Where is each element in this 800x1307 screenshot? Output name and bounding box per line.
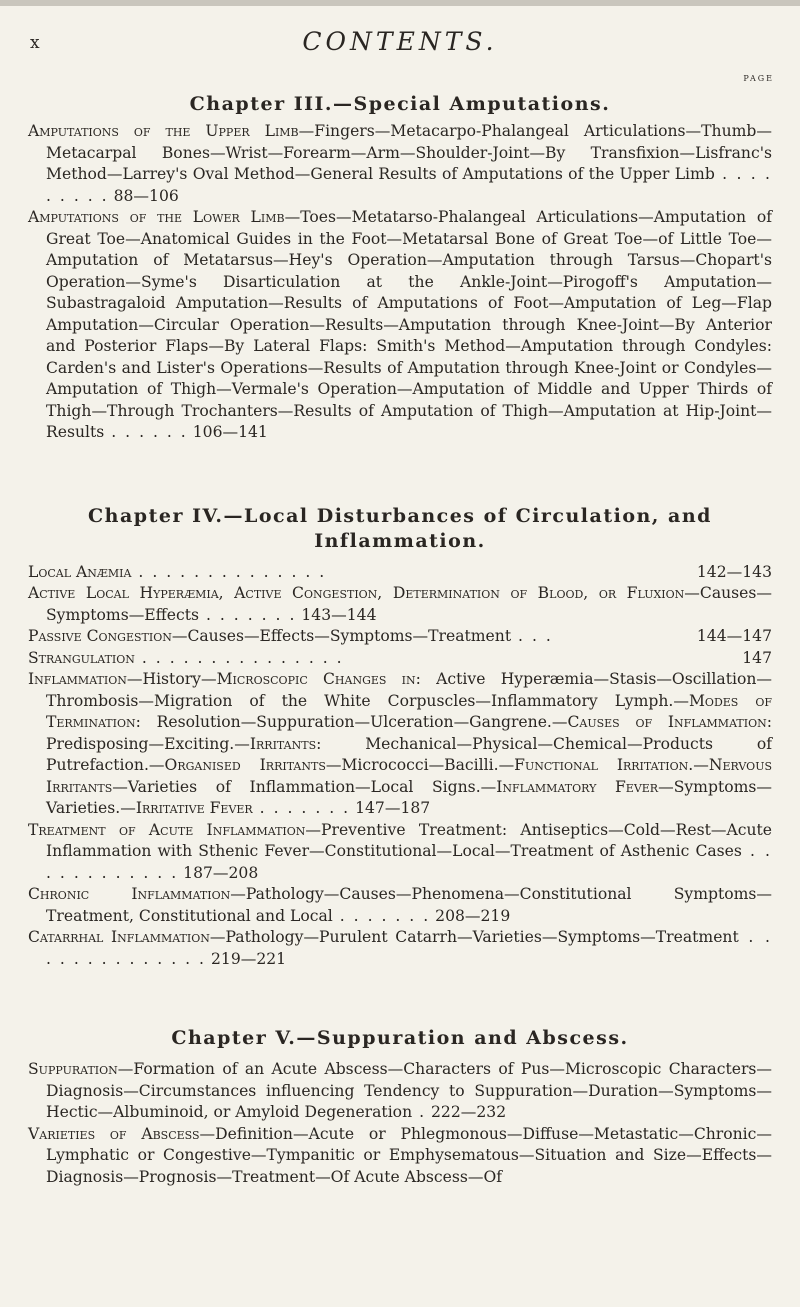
entry-text: —Pathology—Purulent Catarrh—Varieties—Symptoms—Treatment [209,928,739,946]
entry-pages: 222—232 [431,1103,507,1121]
toc-entry-passive-congestion [28,626,772,648]
entry-heading: Passive Congestion [28,627,172,645]
entry-text: —Pathology—Causes—Phenomena—Constitutional Symptoms—Treatment, Constitutional and Local [46,885,772,925]
entry-heading: Varieties of Abscess [28,1124,200,1143]
leader-dots: . . . . . . . . . . . . [46,842,772,882]
entry-pages: 143—144 [301,605,377,624]
entry-text: —Toes—Metatarso-Phalangeal Articulations—Amputation of Great Toe—Anatomical Guides in the Foot—Metatarsal Bone of Great Toe—of Little Toe—Amputation of Metatarsus—Hey's Operation—Amputation through Tarsus—Chopart's Operation—Syme's Disarticulation at the Ankle-Joint—Pirogoff's Amputation—Subastragaloid Amputation—Results of Amputations of Foot—Amputation of Leg—Flap Amputation—Circular Operation—Results—Amputation through Knee-Joint—By Anterior and Posterior Flaps—By Lateral Flaps: Smith's Method—Amputation through Condyles: Carden's and Lister's Operations—Results of Amputation through Knee-Joint or Condyles—Amputation of Thigh—Vermale's Operation—Amputation of Middle and Upper Thirds of Thigh—Through Trochanters—Results of Amputation of Thigh—Amputation at Hip-Joint—Results [46,208,772,441]
entry-text: —History— [126,670,217,688]
entry-text: —Varieties of Inflammation—Local Signs.— [112,777,497,796]
entry-subheading: Irritants [249,734,317,753]
running-title: CONTENTS. [302,27,498,56]
entry-text: : Resolution—Suppuration—Ulceration—Gangrene.— [135,713,568,731]
entry-text: .— [688,756,709,774]
entry-heading: Amputations of the Upper Limb [28,122,299,140]
chapter-4-title-line2: Inflammation. [314,529,486,552]
leader-dots: . . . . . . . . . . . . . . . [134,648,344,667]
entry-text: : Mechanical—Physical—Chemical—Products of Putrefaction.— [46,734,772,774]
entry-text: —Symptoms—Varieties.— [46,777,772,817]
leader-dots: . . . . . . . . . . . . . . [131,562,327,581]
entry-text: —Formation of an Acute Abscess—Characters of Pus—Microscopic Characters—Diagnosis—Circumstances influencing Tendency to Suppuration—Duration—Symptoms—Hectic—Albuminoid, or Amyloid Degeneration [46,1060,772,1121]
leader-dots: . . . . . . . [332,906,431,925]
page-top-rule [0,0,800,6]
entry-pages: 142—143 [696,562,772,581]
leader-dots: . . . . . . . [199,605,297,624]
leader-dots: . [412,1103,427,1121]
entry-text: —Causes—Effects—Symptoms—Treatment [171,627,512,645]
chapter-5-title: Chapter V.—Suppuration and Abscess. [171,1027,629,1049]
chapter-3-title: Chapter III.—Special Amputations. [189,93,611,115]
entry-text: : Active Hyperæmia—Stasis—Oscillation—Thrombosis—Migration of the White Corpuscles—Inflammatory Lymph.— [46,670,772,710]
chapter-4-title [28,504,772,554]
entry-subheading: Causes of Inflammation [567,713,767,731]
entry-text: —Micrococci—Bacilli.— [325,756,515,774]
toc-entry-chronic-inflammation [28,884,772,927]
entry-subheading: Functional Irritation [514,756,689,774]
toc-entry-upper-limb [28,121,772,207]
page-number: x [30,33,41,53]
entry-text: —Causes—Symptoms—Effects [46,584,772,624]
toc-entry-local-anaemia [28,562,772,584]
contents-body [28,88,772,1188]
entry-heading: Treatment of Acute Inflammation [28,820,306,839]
toc-entry-active-hyperaemia [28,583,772,626]
entry-pages: 219—221 [210,949,287,968]
chapter-4-title-line1: Chapter IV.—Local Disturbances of Circulation, and [88,504,712,527]
entry-subheading: Nervous Irritants [46,756,772,796]
entry-heading: Strangulation [28,648,135,667]
toc-entry-strangulation [28,648,772,670]
entry-subheading: Modes of Termination [46,691,772,731]
entry-pages: 187—208 [183,863,259,882]
leader-dots: . . . . . . . [252,799,351,817]
entry-subheading: Organised Irritants [164,756,326,774]
entry-text: —Definition—Acute or Phlegmonous—Diffuse—Metastatic—Chronic—Lymphatic or Congestive—Tympanitic or Emphysematous—Situation and Size—Effects—Diagnosis—Prognosis—Treatment—Of Acute Abscess—Of [46,1124,772,1186]
entry-heading: Local Anæmia [28,562,132,581]
entry-pages: 208—219 [435,906,511,925]
entry-pages: 106—141 [192,423,268,441]
toc-entry-lower-limb [28,207,772,444]
entry-subheading: Inflammatory Fever [496,777,659,796]
entry-heading: Catarrhal Inflammation [28,928,210,946]
toc-entry-suppuration [28,1059,772,1124]
entry-heading: Chronic Inflammation [28,885,231,903]
entry-text: —Preventive Treatment: Antiseptics—Cold—Rest—Acute Inflammation with Sthenic Fever—Constitutional—Local—Treatment of Asthenic Cases [46,820,772,860]
entry-subheading: Microscopic Changes in [216,670,416,688]
entry-heading: Inflammation [28,670,127,688]
page-column-label: PAGE [743,74,774,83]
leader-dots: . . . . . . . . . [46,165,772,205]
entry-text: : Predisposing—Exciting.— [46,713,772,753]
toc-entry-treatment-acute [28,820,772,885]
entry-heading: Suppuration [28,1060,118,1078]
entry-pages: 88—106 [113,186,179,205]
entry-pages: 144—147 [696,627,772,645]
entry-subheading: Irritative Fever [135,799,253,817]
entry-text: —Fingers—Metacarpo-Phalangeal Articulations—Thumb—Metacarpal Bones—Wrist—Forearm—Arm—Shoulder-Joint—By Transfixion—Lisfranc's Method—Larrey's Oval Method—General Results of Amputations of the Upper Limb [46,122,773,183]
entry-pages: 147—187 [355,799,431,817]
toc-entry-inflammation [28,669,772,820]
leader-dots: . . . . . . . . . . . . . . [46,928,772,968]
toc-entry-catarrhal-inflammation [28,927,772,970]
leader-dots: . . . [511,627,553,645]
toc-entry-varieties-of-abscess [28,1124,772,1189]
entry-heading: Amputations of the Lower Limb [28,208,285,226]
leader-dots: . . . . . . [104,423,188,441]
entry-heading: Active Local Hyperæmia, Active Congestion, Determination of Blood, or Fluxion [28,584,685,602]
entry-pages: 147 [742,648,772,667]
